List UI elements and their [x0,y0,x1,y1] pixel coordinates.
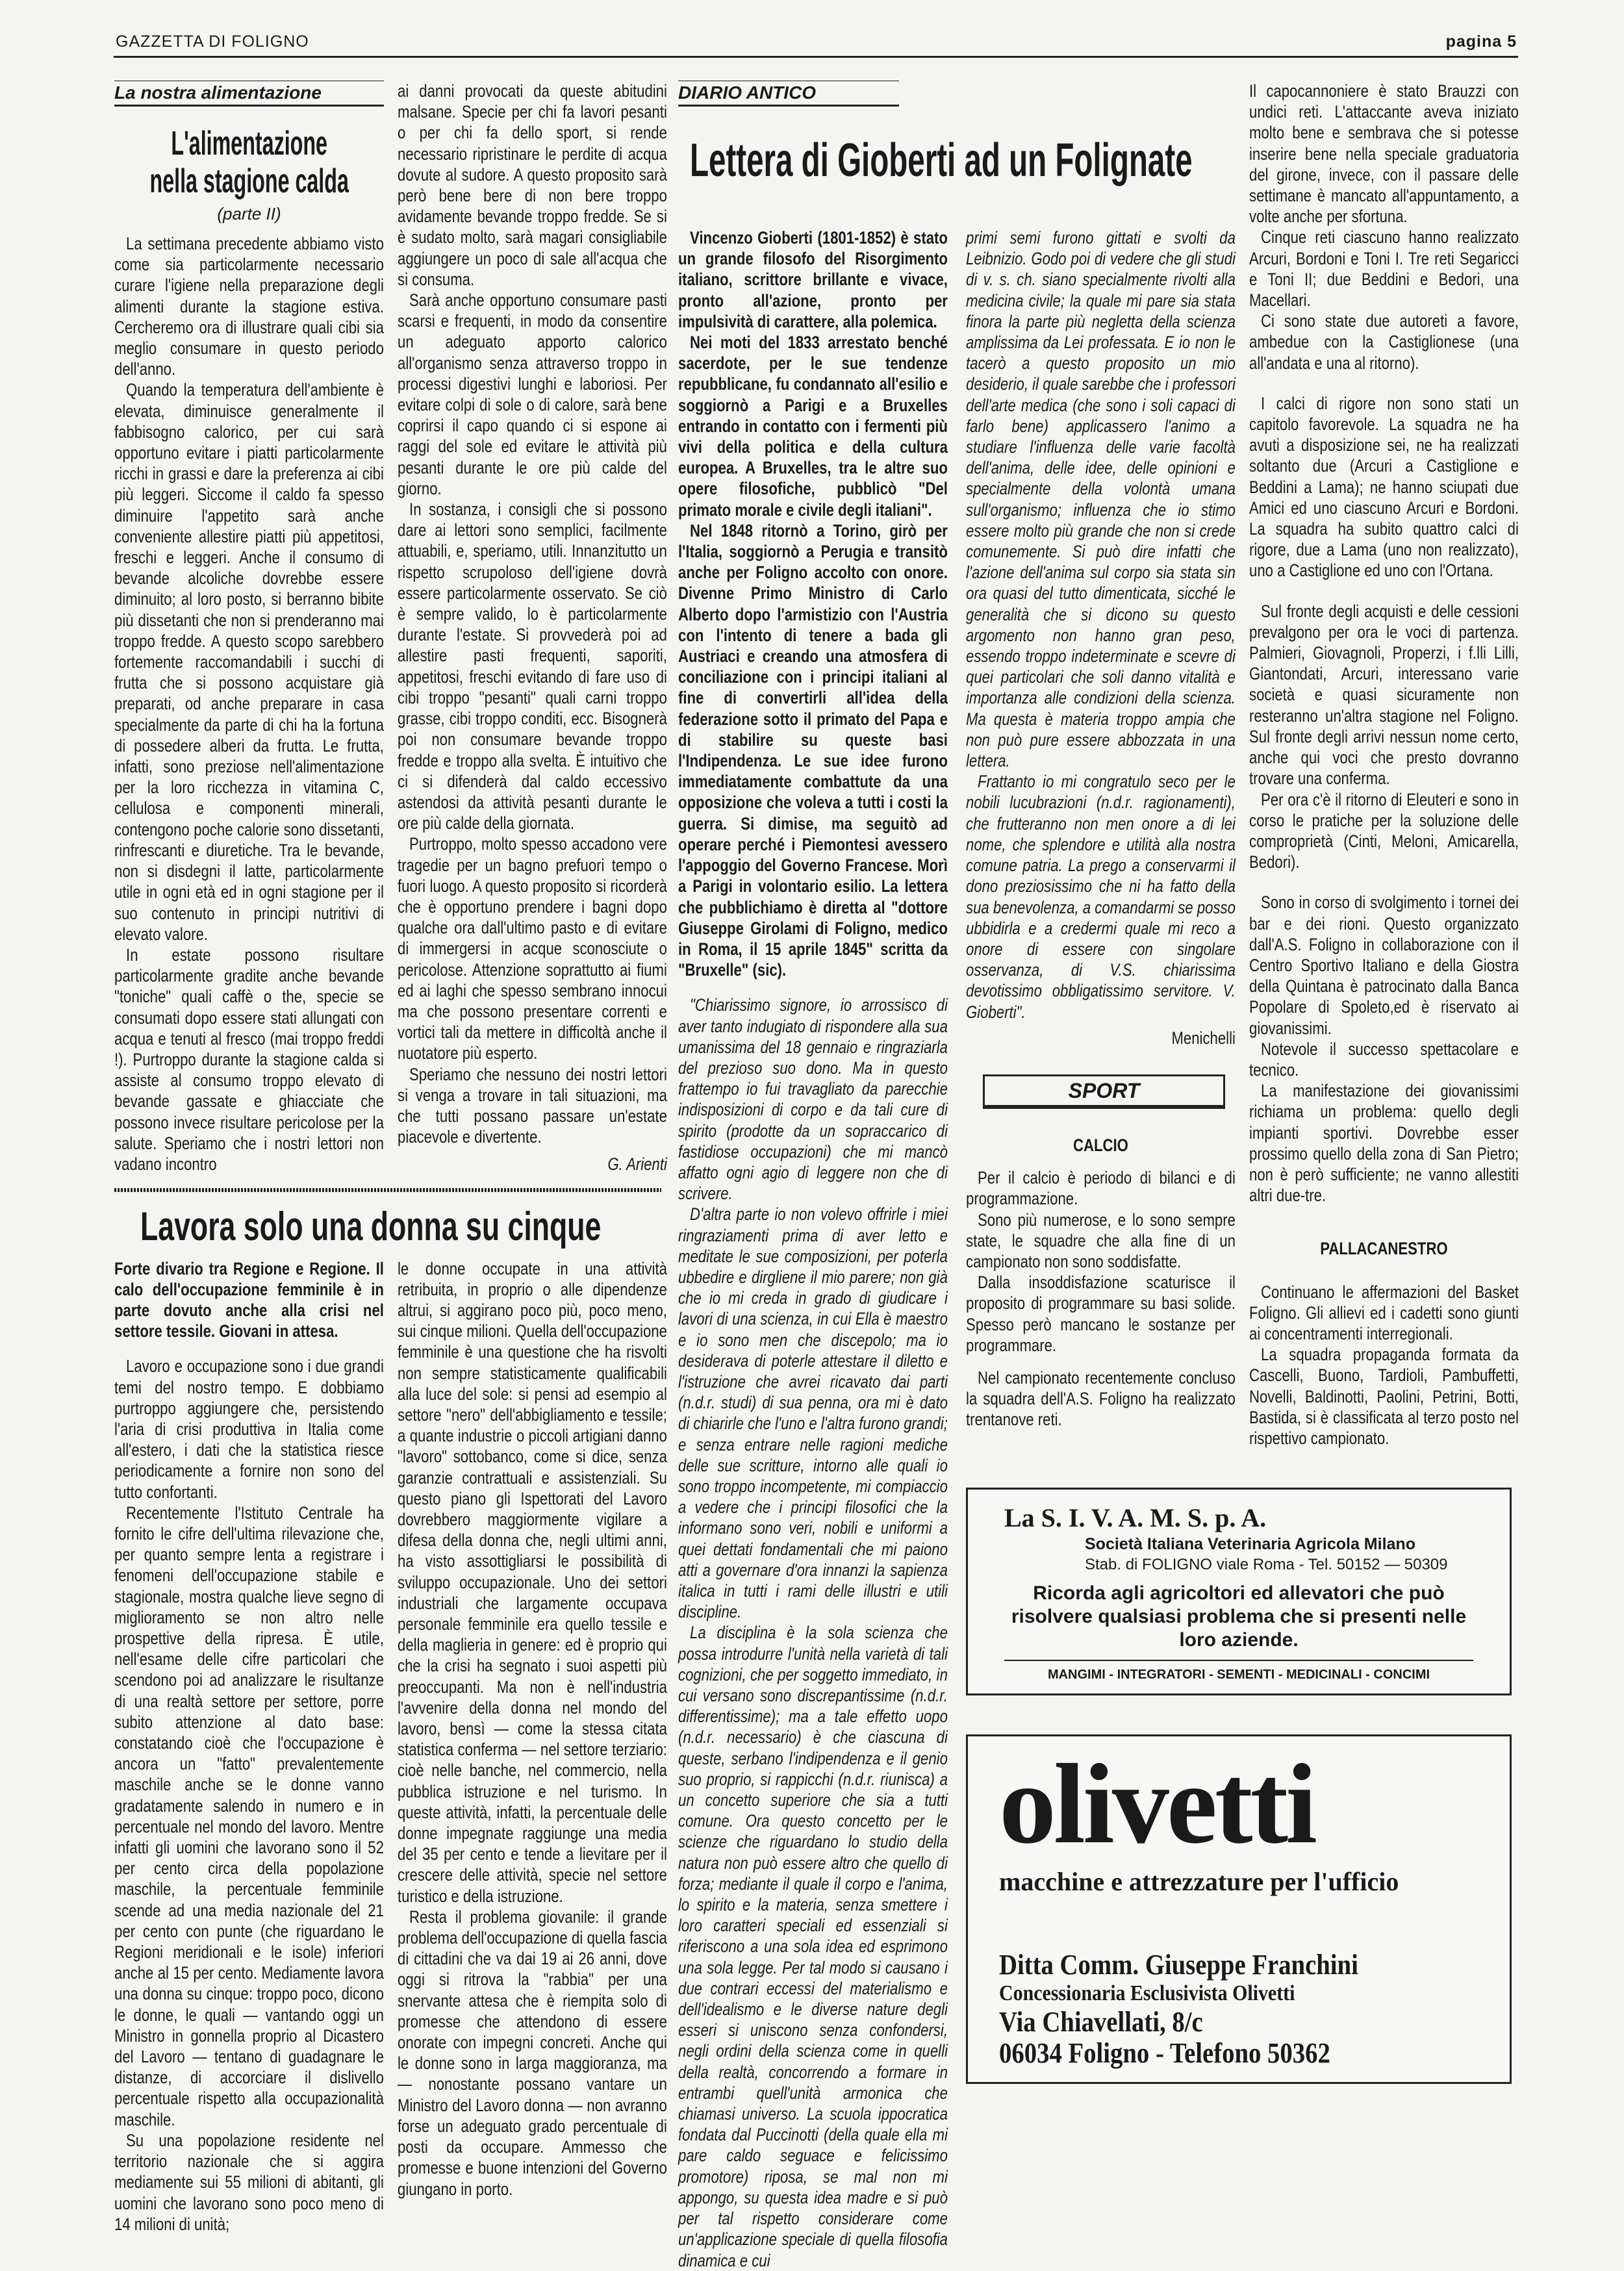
alimentazione-article [114,81,667,1175]
calcio-col4 [966,1135,1236,1430]
article-body [398,1258,667,2200]
letter-paragraph: D'altra parte io non volevo offrirle i miei ringraziamenti prima di aver letto e meditate le sue composizioni, per poterla ubbedire e dirgliene il mio parere; non già che io mi creda in grado di giudicare i lavori di una scienza, in cui Ella è maestro e io sono men che discepolo; ma io desiderava di poterle attestare il diletto e l'istruzione che avrei ricavato dai parti (n.d.r. studi) di sua penna, ora mi è dato di chiarirle che l'uno e l'altra furono grandi; e senza entrare nelle ragioni mediche delle sue scritture, intorno alle quali io sono troppo incompetente, mi compiaccio a vedere che i principi filosofici che la informano sono veri, nobili e uniformi a quei dettati fondamentali che mi paiono atti a governare d'ora innanzi la sapienza italica in tutti i rami delle illustri e utili discipline. [678,1204,948,1622]
paragraph: Nei moti del 1833 arrestato benché sacerdote, per le sue tendenze repubblicane, fu condannato all'esilio e soggiornò a Parigi e a Bruxelles entrando in contatto con i fermenti più vivi della politica e della cultura europea. A Bruxelles, tra le altre suo opere filosofiche, pubblicò "Del primato morale e civile degli italiani". [678,333,948,520]
paragraph: Sul fronte degli acquisti e delle cessioni prevalgono per ora le voci di partenza. Palmieri, Giovagnoli, Properzi, i f.lli Lilli, Giantondati, Arcuri, interessano varie società e quasi sicuramente non resteranno un'altra stagione nel Foligno. Sul fronte degli arrivi nessun nome certo, anche qui voci che presto dovranno trovare una conferma. [1249,601,1519,789]
paragraph: Ci sono state due autoreti a favore, ambedue con la Castiglionese (una all'andata e una al ritorno). [1249,311,1519,373]
paragraph: Resta il problema giovanile: il grande problema dell'occupazione di quella fascia di cittadini che va dai 19 ai 26 anni, dove oggi si ritrova la "rabbia" per una snervante attesa che è riempita solo di promesse che attendono di essere onorate con impegni concreti. Anche qui le donne sono in larga maggioranza, ma — nonostante possano vantare un Ministro del Lavoro donna — non avranno forse un adeguato grado percentuale di posti da occupare. Ammesso che promesse e buone intenzioni del Governo giungano in porto. [398,1907,667,2199]
article-body [114,1258,384,2235]
page-number: pagina 5 [1445,32,1517,51]
article-title: Lettera di Gioberti ad un Folignate [690,134,1193,186]
paragraph: Sono in corso di svolgimento i tornei dei bar e dei rioni. Questo organizzato dall'A.S. Foligno in collaborazione con il Centro Sportivo Italiano e della Giostra della Quintana è patrocinato dalla Banca Popolare di Spoleto,ed è riservato ai giovanissimi. [1249,893,1519,1038]
sivam-full-name: Società Italiana Veterinaria Agricola Milano [1085,1535,1415,1554]
paragraph: Vincenzo Gioberti (1801-1852) è stato un grande filosofo del Risorgimento italiano, scrittore brillante e vivace, pronto all'azione, pronto per impulsività di carattere, alla polemica. [678,228,948,331]
paragraph: La squadra propaganda formata da Cascelli, Buono, Tardioli, Pambuffetti, Novelli, Baldinotti, Paolini, Petrini, Botti, Bastida, si è classificata al terzo posto nel rispettivo campionato. [1249,1345,1519,1448]
letter-paragraph: "Chiarissimo signore, io arrossisco di aver tanto indugiato di rispondere alla sua umanissima del 18 gennaio e ringraziarla del prezioso suo dono. Ma in questo frattempo io fui travagliato da parecchie indisposizioni di corpo e da tali cure di spirito (prodotte da un sopraccarico di fastidiose occupazioni) che mi mancò affatto ogni agio di leggere non che di scrivere. [678,995,948,1204]
sport-section-box [983,1074,1225,1109]
letter-paragraph: La disciplina è la sola scienza che possa introdurre l'unità nella varietà di tali cognizioni, che per soggetto immediato, in cui versano sono discrepantissime (n.d.r. differentissime); ma a tale effetto uopo (n.d.r. necessario) è che ciascuna di queste, serbano l'indipendenza e il genio suo proprio, si rappicchi (n.d.r. riunisca) a un concetto superiore che sia a tutti comune. Ora questo concetto per le scienze che riguardano lo studio della natura non può essere altro che quello di forza; mediante il quale il corpo e l'anima, lo spirito e la materia, senza smettere i loro caratteri speciali ed essenziali si riferiscono a una sola idea ed esprimono una sola legge. Per tal modo si causano i due contrari eccessi del materialismo e dell'idealismo e le diverse nature degli esseri si uniscono senza confondersi, negli ordini della scienza come in quelli della realtà, concorrendo a formare in entrambi quell'unità armonica che chiamasi universo. La scuola ippocratica fondata dal Puccinotti (della quale ella mi pare caldo seguace e felicissimo promotore) riposa, se mal non mi appongo, su questa idea madre e si può per tal rispetto considerare come un'applicazione speciale di quella filosofia dinamica e cui [678,1623,948,2270]
title-line: nella stagione calda [149,162,349,200]
lavoro-col2 [398,1258,667,2200]
paragraph: Su una popolazione residente nel territorio nazionale che si aggira mediamente sui 55 milioni di abitanti, gli uomini che lavorano sono poco meno di 14 milioni di unità; [114,2130,384,2234]
dealer-info [999,1949,1491,2069]
lavoro-col1 [114,1258,384,2235]
letter-paragraph: Frattanto io mi congratulo seco per le nobili lucubrazioni (n.d.r. ragionamenti), che frutteranno non men onore a di lei nome, che splendore e utilità alla nostra comune patria. La prego a conservarmi il dono preziosissimo che ni ha fatto della sua benevolenza, a comandarmi se posso ubbidirla e a credermi quale mi reco a onore di essere con singolare osservanza, di V.S. chiarissima devotissimo obbligatissimo servitore. V. Gioberti". [966,772,1236,1022]
olivetti-logo: olivetti [999,1741,1315,1868]
article-title: Lavora solo una donna su cinque [140,1204,602,1249]
sivam-products: MANGIMI - INTEGRATORI - SEMENTI - MEDICINALI - CONCIMI [1047,1668,1430,1682]
paragraph: Cinque reti ciascuno hanno realizzato Arcuri, Bordoni e Toni I. Tre reti Segaricci e Toni II; due Beddini e Bedori, una Macellari. [1249,227,1519,311]
dealer-city: 06034 Foligno - Telefono 50362 [999,2037,1330,2070]
paragraph: Per il calcio è periodo di bilanci e di programmazione. [966,1168,1236,1209]
paragraph: I calci di rigore non sono stati un capitolo favorevole. La squadra ne ha avuti a disposizione sei, ne ha realizzati soltanto due (Arcuri a Castiglione e Beddini a Lama); ne hanno sciupati due Amici ed uno ciascuno Arcuri e Bordoni. La squadra ha subito quattro calci di rigore, due a Lama (uno non realizzato), uno a Castiglione ed uno con l'Ortana. [1249,393,1519,581]
paragraph: Per ora c'è il ritorno di Eleuteri e sono in corso le pratiche per la soluzione delle comproprietà (Cinti, Meloni, Amicarella, Bedori). [1249,789,1519,872]
paragraph: ai danni provocati da queste abitudini malsane. Specie per chi fa lavori pesanti o per chi fa dello sport, si rende necessario ripristinare le perdite di acqua dovute al sudore. A questo proposito sarà però bene bere di non bere troppo avidamente bevande troppo fredde. Se si è sudato molto, sarà magari consigliabile aggiungere un poco di sale all'acqua che si consuma. [398,81,667,289]
paragraph: Sarà anche opportuno consumare pasti scarsi e frequenti, in modo da consentire un adeguato apporto calorico all'organismo senza attraverso troppo in processi digestivi lunghi e laboriosi. Per evitare colpi di sole o di calore, sarà bene coprirsi il capo quando ci si espone ai raggi del sole ed evitare le attività più pesanti durante le ore più calde del giorno. [398,290,667,498]
dealer-name: Ditta Comm. Giuseppe Franchini [999,1949,1358,1981]
letter-paragraph: primi semi furono gittati e svolti da Leibnizio. Godo poi di vedere che gli studi di v. s. ch. siano specialmente rivolti alla medicina civile; la quale mi pare sia stata finora la parte più negletta della scienza amplissima da Lei professata. E io non le tacerò a questo proposito un mio desiderio, il quale sarebbe che i professori dell'arte medica (che sono i soli capaci di farlo bene) applicassero l'animo a studiare l'influenza delle varie facoltà dell'anima, delle idee, delle opinioni e specialmente della volontà umana sull'organismo; influenza che io stimo essere molto più grande che non si crede comunemente. Si può dire infatti che l'azione dell'anima sul corpo sia stata sin ora quasi del tutto dimenticata, sicché le generalità che si dicono su questo argomento non hanno gran peso, essendo troppo indeterminate e scevre di quei particolari che soli danno vitalità e importanza alle condizioni della scienza. Ma questa è materia troppo ampia che non può pure essere abbozzata in una lettera. [966,228,1236,771]
paragraph: Purtroppo, molto spesso accadono vere tragedie per un bagno prefuori tempo o fuori luogo. A questo proposito si ricorderà che è opportuno prendere i bagni dopo qualche ora dall'ultimo pasto e di evitare di immergersi in acque sconosciute o pericolose. Attenzione soprattutto ai fiumi ed ai laghi che spesso sembrano innocui ma che possono presentare correnti e vortici tali da mettere in difficoltà anche il nuotatore più esperto. [398,834,667,1063]
section-label: DIARIO ANTICO [678,81,899,107]
article-title [114,125,384,200]
col4 [966,81,1236,1430]
paragraph: Quando la temperatura dell'ambiente è elevata, diminuisce generalmente il fabbisogno calorico, per cui sarà opportuno evitare i piatti particolarmente ricchi in grassi e dare la preferenza ai cibi più leggeri. Siccome il caldo fa spesso diminuire l'appetito sarà anche conveniente allestire piatti più appetitosi, freschi e leggeri. Anche il consumo di bevande alcoliche dovrebbe essere diminuito; al loro posto, si berranno bibite più dissetanti che non si prenderanno mai troppo fredde. A questo scopo sarebbero fortemente raccomandabili i succhi di frutta che si possono acquistare già preparati, od anche preparare in casa specialmente da parte di chi ha la fortuna di possedere alberi da frutta. Le frutta, infatti, sono preziose nell'alimentazione per la loro ricchezza in vitamina C, cellulosa e componenti minerali, contengono poche calorie sono dissetanti, rinfrescanti e diuretiche. Tra le bevande, non si disdegni il latte, particolarmente utile in ogni età ed in ogni stagione per il suo contenuto in principi nutritivi di elevato valore. [114,380,384,944]
subheading: PALLACANESTRO [1320,1239,1448,1259]
header-rule [114,56,1518,58]
alimentazione-col1 [114,81,384,1174]
article-body [114,233,384,1174]
author: G. Arienti [607,1154,667,1174]
olivetti-advertisement [966,1734,1512,2084]
paragraph: Dalla insoddisfazione scaturisce il proposito di programmare su basi solide. Spesso però mancano le sostanze per programmare. [966,1273,1236,1355]
lavoro-article [114,1258,667,2235]
lavoro-title-wrap [140,1204,661,1250]
diario-col4-body [966,227,1236,1048]
paragraph: Lavoro e occupazione sono i due grandi temi del nostro tempo. E dobbiamo purtroppo aggiungere che, persistendo l'aria di crisi produttiva in Italia come all'estero, i dati che la statistica riesce periodicamente a fornire non sono del tutto confortanti. [114,1356,384,1502]
dealer-role: Concessionaria Esclusivista Olivetti [999,1981,1295,2006]
right-columns [966,81,1518,1449]
sivam-message: Ricorda agli agricoltori ed allevatori che può risolvere qualsiasi problema che si presenti nelle loro aziende. [1011,1582,1467,1651]
calcio-col5 [1249,81,1519,1206]
article-body [678,227,948,2271]
right-area [966,81,1518,2084]
paragraph: In sostanza, i consigli che si possono dare ai lettori sono semplici, facilmente attuabili, e, speriamo, utili. Innanzitutto un rispetto scrupoloso dell'igiene dovrà essere particolarmente osservato. Se ciò è sempre valido, lo è particolarmente durante l'estate. Si provvederà poi ad allestire pasti frequenti, saporiti, appetitosi, freschi evitando di fare uso di cibi troppo "pesanti" quali carni troppo grasse, cibi troppo conditi, ecc. Bisognerà poi non consumare bevande troppo fredde e troppo alla svelta. È intuitivo che ci si difenderà dal caldo eccessivo astendosi da attività pesanti durante le ore più calde della giornata. [398,500,667,833]
author: Menichelli [1171,1028,1236,1048]
subheading: CALCIO [1073,1135,1128,1155]
left-area [114,81,667,2235]
sivam-logo: La S. I. V. A. M. S. p. A. [1004,1503,1267,1533]
lead-paragraph: Forte divario tra Regione e Regione. Il calo dell'occupazione femminile è in parte dovuto anche alla crisi nel settore tessile. Giovani in attesa. [114,1258,384,1341]
paragraph: Il capocannoniere è stato Brauzzi con undici reti. L'attaccante aveva iniziato molto bene e sembrava che si potesse inserire bene nella speciale graduatoria del girone, invece, con il passare delle settimane è mancato all'appuntamento, a volte anche per sfortuna. [1249,81,1519,227]
sivam-advertisement [966,1488,1512,1695]
paragraph: Nel campionato recentemente concluso la squadra dell'A.S. Foligno ha realizzato trentanove reti. [966,1367,1236,1430]
paragraph: Notevole il successo spettacolare e tecnico. [1249,1039,1519,1080]
paragraph: Nel 1848 ritornò a Torino, girò per l'Italia, soggiornò a Perugia e transitò anche per Foligno accolto con onore. Divenne Primo Ministro di Carlo Alberto dopo l'armistizio con l'Austria con l'intento di tenere a bada gli Austriaci e creando una atmosfera di conciliazione con i principi italiani al fine di convertirli all'idea della federazione sotto il primato del Papa e di stabilire su queste basi l'Indipendenza. Le sue idee furono immediatamente combattute da una opposizione che voleva a tutti i costi la guerra. Si dimise, ma seguitò ad operare perché i Piemontesi avessero l'appoggio del Governo Francese. Morì a Parigi in volontario esilio. La lettera che pubblichiamo è diretta al "dottore Giuseppe Girolami di Foligno, medico in Roma, il 15 aprile 1845" scritta da "Bruxelle" (sic). [678,520,948,980]
col5 [1249,81,1519,1449]
title-spacer [966,81,1236,227]
alimentazione-col2 [398,81,667,1175]
section-label: SPORT [1068,1078,1140,1102]
title-block [114,125,384,200]
dealer-street: Via Chiavellati, 8/c [999,2006,1203,2038]
diario-col3 [678,227,948,2271]
olivetti-tagline: macchine e attrezzature per l'ufficio [999,1867,1399,1897]
paragraph: Recentemente l'Istituto Centrale ha fornito le cifre dell'ultima rilevazione che, per quanto sempre lenta a registrare i fenomeni dell'occupazione stabile e stagionale, mostra qualche lieve segno di miglioramento se non altro nelle prospettive della ripresa. È utile, nell'esame delle cifre particolari che scendono poi ad analizzare le risultanze di una realtà settore per settore, porre subito attenzione al dato base: constatando cioè che l'occupazione è ancora un "fatto" prevalentemente maschile anche se le donne vanno gradatamente salendo in numero e in percentuale nel mondo del lavoro. Mentre infatti gli uomini che lavorano sono il 52 per cento circa della popolazione maschile, la percentuale femminile scende ad una media nazionale del 21 per cento con punte (che riguardano le Regioni meridionali e le isole) inferiori anche al 15 per cento. Mediamente lavora una donna su cinque: troppo poco, dicono le donne, le quali — vantando oggi un Ministro in gonnella proprio al Dicastero del Lavoro — tentano di guadagnare le distanze, di accorciare il dislivello percentuale rispetto alla occupazionalità maschile. [114,1503,384,2129]
article-body [398,81,667,1175]
sivam-address: Stab. di FOLIGNO viale Roma - Tel. 50152 — 50309 [1085,1556,1448,1574]
basket-col5 [1249,1238,1519,1449]
paragraph: Continuano le affermazioni del Basket Foligno. Gli allievi ed i cadetti sono giunti ai concentramenti interregionali. [1249,1282,1519,1343]
part-label: (parte II) [217,204,281,223]
title-line: L'alimentazione [171,125,327,162]
paragraph: In estate possono risultare particolarmente gradite anche bevande "toniche" quali caffè o the, specie se consumati dopo essere stati allungati con acqua e tenuti al fresco (mai troppo freddi !). Purtroppo durante la stagione calda si assiste al consumo troppo elevato di bevande gassate e ghiacciate che possono invece risultare pericolose per la salute. Speriamo che i nostri lettori non vadano incontro [114,945,384,1174]
paragraph: Sono più numerose, e lo sono sempre state, le squadre che alla fine di un campionato non sono soddisfatte. [966,1210,1236,1271]
paragraph: La settimana precedente abbiamo visto come sia particolarmente necessario curare l'igiene nella preparazione degli alimenti durante la stagione estiva. Cercheremo ora di illustrare quali cibi sia meglio consumare in questo periodo dell'anno. [114,234,384,379]
newspaper-name: GAZZETTA DI FOLIGNO [116,32,309,51]
section-label: La nostra alimentazione [114,81,384,107]
paragraph: La manifestazione dei giovanissimi richiama un problema: quello degli impianti sportivi. Dovrebbe esser prossimo quello della zona di San Pietro; non è però sufficiente; ne vanno allestiti altri due-tre. [1249,1081,1519,1206]
paragraph: le donne occupate in una attività retribuita, in proprio o alle dipendenze altrui, si aggirano poco più, poco meno, sui cinque milioni. Quella dell'occupazione femminile è una questione che ha risvolti non sempre statisticamente qualificabili alla luce del sole: si pensi ad esempio al settore "nero" dell'abbigliamento e tessile; a quante industrie o piccoli artigiani danno "lavoro" sottobanco, come si dice, senza garanzie contrattuali e assistenziali. Su questo piano gli Ispettorati del Lavoro dovrebbero maggiormente vigilare a difesa della donna che, negli ultimi anni, ha visto assottigliarsi le possibilità di sviluppo occupazionale. Uno dei settori industriali che largamente occupava personale femminile era quello tessile e della maglieria in genere: ed è proprio qui che la crisi ha segnato i suoi aspetti più preoccupanti. Ma non è nell'industria l'avvenire della donna nel mondo del lavoro, bensì — come la stessa citata statistica conferma — nel settore terziario: cioè nelle banche, nel commercio, nella pubblica istruzione e nel turismo. In queste attività, infatti, la percentuale delle donne impegnate raggiunge una media del 35 per cento e tende a lievitare per il crescere delle attività, specie nel settore turistico e della istruzione. [398,1258,667,1906]
paragraph: Speriamo che nessuno dei nostri lettori si venga a trovare in tali situazioni, ma che tutti possano passare un'estate piacevole e divertente. [398,1064,667,1147]
dotted-divider [114,1188,661,1192]
